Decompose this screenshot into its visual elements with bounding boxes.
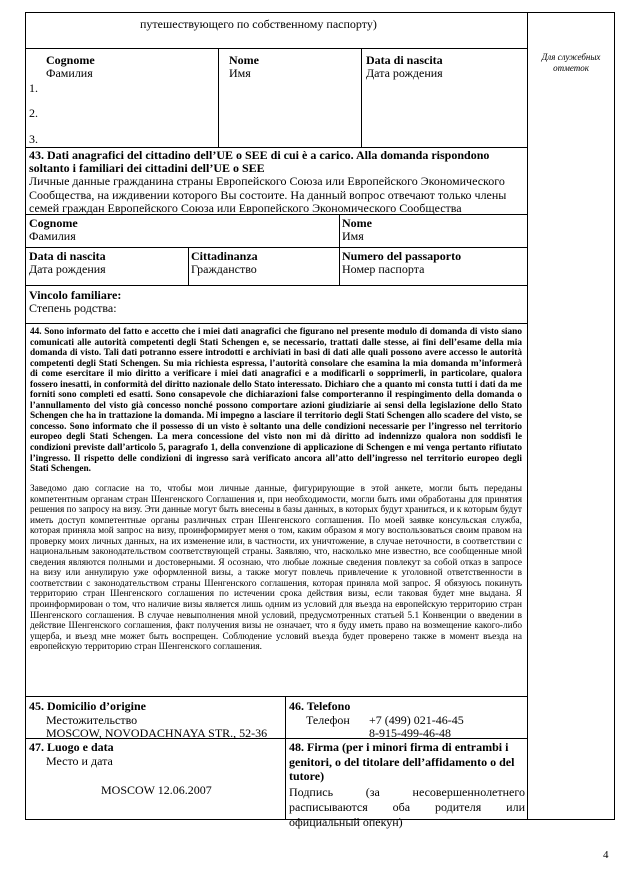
section-47-label: Место и дата [46, 754, 113, 768]
s43-passaporto-ru: Номер паспорта [342, 262, 425, 276]
s43-passaporto-label: Numero del passaporto [342, 249, 462, 263]
phone-1: +7 (499) 021-46-45 [369, 713, 464, 727]
section-48-body: Подпись (за несовершеннолетнего расписываются оба родителя или официальный опекун) [289, 785, 525, 829]
phone-2: 8-915-499-46-48 [369, 726, 451, 740]
s43-nome-label: Nome [342, 216, 372, 230]
section-45-title: 45. Domicilio d’origine [29, 699, 146, 713]
place-date-value: MOSCOW 12.06.2007 [101, 783, 212, 797]
section-44-text-ru: Заведомо даю согласие на то, чтобы мои личные данные, фигурирующие в этой анкете, могли быть переданы компетентным органам стран Шенгенского Соглашения и, при необходимости, могли быть ими обработаны для принятия решения по запросу на визу. Эти данные могут быть внесены в базы данных, в которых будут храниться, и к которым будут иметь доступ компетентные органы различных стран Шенгенского соглашения. По моей заявке консульская служба, которая приняла мой запрос на визу, проинформирует меня о том, каким образом я могу воспользоваться своим правом на проверку моих личных данных, на их изменение или, в частности, их уничтожение, в случае неточности, в соответствии с национальным законодательством соответствующей страны. Заявляю, что, насколько мне известно, все сообщенные мной сведения являются полными и достоверными. Я осознаю, что любые ложные сведения повлекут за собой отказ в запросе на визу или аннулирую уже оформленной визы, а также могут повлечь привлечение к уголовной ответственности в соответствии с законодательством страны Шенгенского соглашения, которая приняла мой запрос. Я обязуюсь покинуть территорию стран Шенгенского соглашения по истечении срока действия визы, если таковая будет мне выдана. Я проинформирован о том, что наличие визы является лишь одним из условий для въезда на европейскую территорию стран Шенгенского соглашения. В случае невыполнения мной условий, предусмотренных статьей 5.1 Конвенции о введении в действие Шенгенского соглашения, факт получения визы не означает, что я буду иметь право на возмещение какого-либо ущерба, и въезд мне может быть воспрещен. Соблюдение условий въезда будет проверено также в момент въезда на европейскую территорию стран Шенгенского соглашения. [30, 484, 522, 653]
domicile-value: MOSCOW, NOVODACHNAYA STR., 52-36 [46, 726, 268, 740]
s43-cognome-label: Cognome [29, 216, 78, 230]
s43-cittadinanza-ru: Гражданство [191, 262, 257, 276]
s43-cittadinanza-label: Cittadinanza [191, 249, 258, 263]
s43-nascita-ru: Дата рождения [29, 262, 106, 276]
row-number-2: 2. [29, 106, 38, 120]
header-cognome-ru: Фамилия [46, 66, 93, 80]
section-46-label: Телефон [306, 713, 350, 727]
section-43-title-ru: Личные данные гражданина страны Европейского Союза или Европейского Экономического Сообщества, на иждивении которого Вы состоите. На данный вопрос отвечают только члены семей граждан Европейского Союза или Европейского Экономического Сообщества [29, 174, 507, 215]
top-text: путешествующего по собственному паспорту) [140, 17, 377, 31]
s43-vincolo-ru: Степень родства: [29, 301, 117, 315]
section-46-title: 46. Telefono [289, 699, 351, 713]
header-cognome: Cognome [46, 53, 95, 67]
section-43-title [29, 149, 525, 215]
row-number-1: 1. [29, 81, 38, 95]
side-note: Для служебных отметок [541, 52, 601, 73]
section-44-text-it: 44. Sono informato del fatto e accetto che i miei dati anagrafici che figurano nel presente modulo di domanda di visto siano comunicati alle autorità competenti degli Stati Schengen e, se necessario, trattati dalle stesse, ai fini dell’esame della mia domanda di visto. Tali dati potranno essere introdotti e archiviati in basi di dati alle quali possono avere accesso le autorità competenti degli Stati Schengen. Su mia richiesta espressa, l’autorità consolare che esamina la mia domanda m’informerà di come esercitare il mio diritto a verificare i miei dati anagrafici e a modificarli o sopprimerli, in particolare, qualora fossero inesatti, in conformità del diritto nazionale dello Stato interessato. Dichiaro che a quanto mi consta tutti i dati da me forniti sono completi ed esatti. Sono consapevole che dichiarazioni false comporteranno il respingimento della domanda o l’annullamento del visto già concesso nonché possono comportare azioni giudiziarie ai sensi della legislazione dello Stato Schengen che ha in trattazione la domanda. Mi impegno a lasciare il territorio degli Stati Schengen allo scadere del visto, se concesso. Sono informato che il possesso di un visto è soltanto una delle condizioni necessarie per l’ingresso nel territorio europeo degli Stati Schengen. La mera concessione del visto non mi dà diritto ad indennizzo qualora non soddisfi le condizioni previste dall’articolo 5, paragrafo 1, della convenzione di applicazione di Schengen e mi venga pertanto rifiutato l’ingresso. Il rispetto delle condizioni di ingresso sarà verificato ancora all’atto dell’ingresso nel territorio europeo degli Stati Schengen. [30, 327, 522, 475]
s43-nome-ru: Имя [342, 229, 364, 243]
s43-cognome-ru: Фамилия [29, 229, 76, 243]
header-nascita: Data di nascita [366, 53, 443, 67]
header-nome: Nome [229, 53, 259, 67]
section-43-title-it: 43. Dati anagrafici del cittadino dell’UE o SEE di cui è a carico. Alla domanda rispondono soltanto i familiari dei cittadini dell’UE o SEE [29, 148, 490, 176]
s43-nascita-label: Data di nascita [29, 249, 106, 263]
page-number: 4 [603, 849, 609, 861]
section-48-title: 48. Firma (per i minori firma di entrambi i genitori, o del titolare dell’affidamento o del tutore) [289, 740, 515, 783]
s43-vincolo-label: Vincolo familiare: [29, 288, 122, 302]
section-47-title: 47. Luogo e data [29, 740, 114, 754]
header-nome-ru: Имя [229, 66, 251, 80]
row-number-3: 3. [29, 132, 38, 146]
header-nascita-ru: Дата рождения [366, 66, 443, 80]
section-45-label: Местожительство [46, 713, 138, 727]
